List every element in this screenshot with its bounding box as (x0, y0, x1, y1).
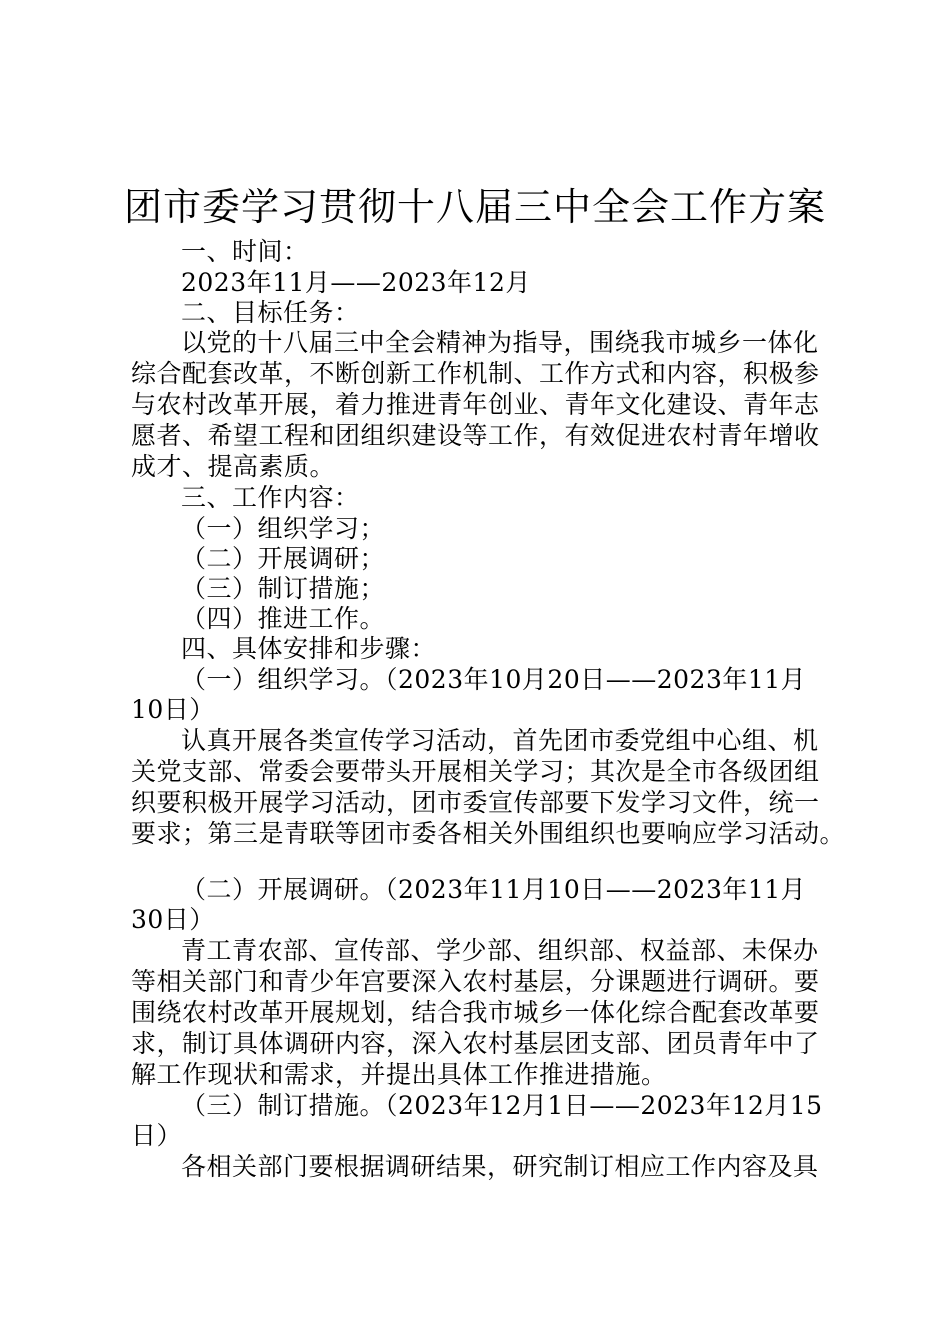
paragraph-line: 成才、提高素质。 (131, 452, 336, 481)
subsection-heading: （二）开展调研。（2023年11月10日——2023年11月 (181, 875, 807, 904)
subsection-heading: （三）制订措施。（2023年12月1日——2023年12月15 (181, 1091, 823, 1120)
document-title: 团市委学习贯彻十八届三中全会工作方案 (123, 185, 826, 229)
paragraph-line: 围绕农村改革开展规划，结合我市城乡一体化综合配套改革要 (131, 998, 820, 1027)
paragraph-line: 要求；第三是青联等团市委各相关外围组织也要响应学习活动。 (131, 819, 846, 848)
paragraph-line: 关党支部、常委会要带头开展相关学习；其次是全市各级团组 (131, 757, 820, 786)
list-item: （一）组织学习； (181, 514, 386, 543)
paragraph-line: 等相关部门和青少年宫要深入农村基层，分课题进行调研。要 (131, 967, 820, 996)
list-item: （二）开展调研； (181, 544, 386, 573)
section-heading-steps: 四、具体安排和步骤： (181, 634, 437, 663)
paragraph-line: 10日） (131, 695, 215, 724)
list-item: （三）制订措施； (181, 574, 386, 603)
paragraph-line: 织要积极开展学习活动，团市委宣传部要下发学习文件，统一 (131, 788, 820, 817)
paragraph-line: 认真开展各类宣传学习活动，首先团市委党组中心组、机 (181, 726, 819, 755)
section-heading-goals: 二、目标任务： (181, 298, 360, 327)
subsection-heading: （一）组织学习。（2023年10月20日——2023年11月 (181, 665, 807, 694)
paragraph-line: 日） (131, 1121, 183, 1150)
paragraph-line: 求，制订具体调研内容，深入农村基层团支部、团员青年中了 (131, 1029, 820, 1058)
time-range: 2023年11月——2023年12月 (181, 268, 531, 297)
paragraph-line: 以党的十八届三中全会精神为指导，围绕我市城乡一体化 (181, 328, 819, 357)
paragraph-line: 综合配套改革，不断创新工作机制、工作方式和内容，积极参 (131, 359, 820, 388)
paragraph-line: 与农村改革开展，着力推进青年创业、青年文化建设、青年志 (131, 390, 820, 419)
paragraph-line: 愿者、希望工程和团组织建设等工作，有效促进农村青年增收 (131, 421, 820, 450)
paragraph-line: 解工作现状和需求，并提出具体工作推进措施。 (131, 1060, 667, 1089)
section-heading-content: 三、工作内容： (181, 483, 360, 512)
section-heading-time: 一、时间： (181, 237, 309, 266)
paragraph-line: 青工青农部、宣传部、学少部、组织部、权益部、未保办 (181, 936, 819, 965)
paragraph-line: 30日） (131, 905, 215, 934)
paragraph-line: 各相关部门要根据调研结果，研究制订相应工作内容及具 (181, 1152, 819, 1181)
list-item: （四）推进工作。 (181, 604, 386, 633)
